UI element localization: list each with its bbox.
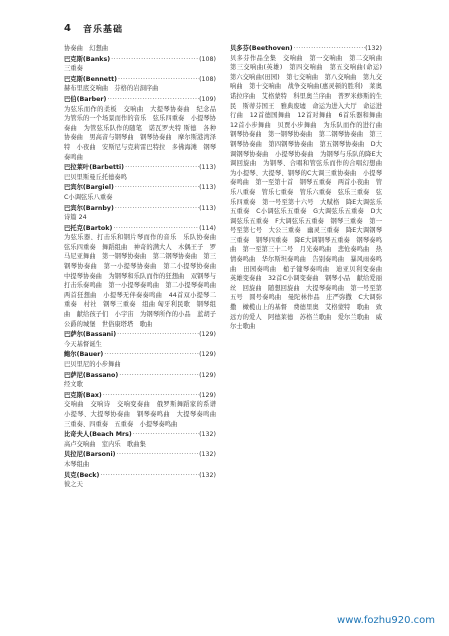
works-list: 巴贝里尼的小步舞曲 bbox=[64, 361, 121, 368]
index-entry bbox=[64, 330, 216, 349]
index-entry bbox=[64, 450, 216, 469]
index-entry bbox=[64, 204, 216, 223]
page-reference: (129) bbox=[199, 391, 216, 399]
composer-name: 贝多芬(Beethoven) bbox=[230, 45, 293, 52]
page-reference: (129) bbox=[199, 331, 216, 339]
works-list: 经文歌 bbox=[64, 381, 83, 389]
works-list: C小调弦乐八重奏 bbox=[64, 193, 113, 201]
leader-dots bbox=[116, 450, 200, 460]
works-list: 木琴组曲 bbox=[64, 460, 90, 468]
entry-heading bbox=[230, 44, 382, 54]
works-list: 诗篇 24 bbox=[64, 214, 87, 222]
leader-dots bbox=[118, 371, 199, 381]
entry-heading bbox=[64, 75, 216, 85]
entry-heading bbox=[64, 350, 216, 360]
index-entry bbox=[64, 183, 216, 202]
page-reference: (108) bbox=[199, 55, 216, 63]
composer-name: 贝拉尼(Barsoni) bbox=[64, 451, 116, 459]
page-reference: (114) bbox=[199, 224, 216, 232]
composer-name: 比奇夫人(Beach Mrs) bbox=[64, 431, 132, 439]
composer-name: 巴托克(Bartok) bbox=[64, 224, 113, 232]
index-entry bbox=[64, 95, 223, 162]
page-number: 4 bbox=[64, 22, 71, 34]
entry-heading bbox=[64, 224, 216, 234]
page-reference: (113) bbox=[199, 204, 216, 212]
page-reference: (132) bbox=[199, 431, 216, 439]
page-header bbox=[64, 21, 123, 35]
works-list: 高卢交响曲 室内乐 歌曲集 bbox=[64, 440, 146, 448]
composer-name: 巴克斯(Bennett) bbox=[64, 75, 117, 83]
entry-heading bbox=[64, 163, 216, 173]
index-entry bbox=[64, 350, 216, 369]
works-list: 彼之天 bbox=[64, 481, 83, 489]
leader-dots bbox=[112, 224, 199, 234]
works-list: 贝多芬作品全集 交响曲 第一交响曲 第二交响曲 第三交响曲(英雄) 第四交响曲 第五交响曲(命运) 第六交响曲(田园) 第七交响曲 第八交响曲 第九交响曲 第十交响曲 战争交响曲(惠灵顿的胜利) 莱奥诺拉序曲 艾格蒙特 科里奥兰序曲 普罗米修斯的生民 斯蒂芬国王 雅典废墟 命运为进入大厅 命运进行曲 12首德国舞曲 12首对舞曲 6首乐器和舞曲 12首小步舞曲 贝贾小步舞曲 为乐队而作的进行曲 钢琴协奏曲 第一钢琴协奏曲 第二钢琴协奏曲 第三钢琴协奏曲 第四钢琴协奏曲 第五钢琴协奏曲 D大调钢琴协奏曲 小提琴协奏曲 为钢琴与乐队的降E大调回旋曲 为钢琴、合唱和管弦乐而作的合唱幻想曲 为小提琴、大提琴、钢琴的C大调三重协奏曲 小提琴奏鸣曲 第一至第十首 钢琴五重奏 两首小夜曲 管乐八重奏 管乐七重奏 管乐六重奏 弦乐三重奏 弦乐四重奏 第一号至第十六号 大赋格 降E大调弦乐五重奏 C小调弦乐五重奏 G大调弦乐五重奏 D大调弦乐五重奏 F大调弦乐五重奏 钢琴三重奏 第一号至第七号 大公三重奏 幽灵三重奏 降E大调钢琴三重奏 钢琴四重奏 降E大调钢琴五重奏 钢琴奏鸣曲 第一至第三十二号 月光奏鸣曲 悲怆奏鸣曲 热情奏鸣曲 华尔斯坦奏鸣曲 告别奏鸣曲 暴风雨奏鸣曲 田园奏鸣曲 槌子键琴奏鸣曲 迪亚贝利变奏曲 英雄变奏曲 32首C小调变奏曲 钢琴小品 献给爱丽丝 回旋曲 随想回旋曲 大提琴奏鸣曲 第一号至第五号 圆号奏鸣曲 曼陀林作品 庄严弥撒 C大调弥撒 橄榄山上的基督 费德里奥 艾格蒙特 歌曲 致远方的爱人 阿德莱德 苏格兰歌曲 爱尔兰歌曲 威尔士歌曲 bbox=[230, 54, 389, 331]
works-list: 巴贝里斯曼丘托德奏鸣 bbox=[64, 173, 127, 181]
index-entry bbox=[64, 224, 223, 330]
leader-dots bbox=[102, 391, 199, 401]
leader-dots bbox=[99, 471, 199, 481]
leader-dots bbox=[116, 330, 199, 340]
leader-dots bbox=[124, 163, 199, 173]
entry-heading bbox=[64, 430, 216, 440]
works-list: 赫布里底交响曲 芬格的岩洞序曲 bbox=[64, 85, 159, 93]
index-entry bbox=[64, 163, 216, 182]
entry-heading bbox=[64, 183, 216, 193]
leader-dots bbox=[110, 55, 199, 65]
entry-heading bbox=[64, 391, 216, 401]
composer-name: 鲍尔(Bauer) bbox=[64, 351, 104, 359]
composer-name: 巴拉莱叶(Barbetti) bbox=[64, 164, 125, 172]
composer-name: 巴萨尔(Bassani) bbox=[64, 331, 117, 339]
composer-name: 巴伯(Barber) bbox=[64, 95, 107, 103]
page-reference: (108) bbox=[199, 75, 216, 83]
watermark: www.fozhu920.com bbox=[337, 615, 435, 626]
works-list: 协奏曲 幻想曲 bbox=[64, 45, 109, 52]
index-entry bbox=[64, 391, 223, 429]
entry-heading bbox=[64, 204, 216, 214]
page-reference: (113) bbox=[199, 164, 216, 172]
right-column bbox=[230, 44, 389, 333]
composer-name: 巴宾尔(Barnby) bbox=[64, 204, 114, 212]
leader-dots bbox=[106, 95, 199, 105]
composer-name: 巴克斯(Bax) bbox=[64, 391, 102, 399]
entry-heading bbox=[64, 471, 216, 481]
index-entry bbox=[64, 75, 216, 94]
page-reference: (129) bbox=[199, 351, 216, 359]
entry-heading bbox=[64, 450, 216, 460]
leader-dots bbox=[117, 75, 199, 85]
page-reference: (132) bbox=[199, 451, 216, 459]
entry-heading bbox=[64, 95, 216, 105]
works-list: 为弦乐器、打击乐和钢片琴而作的音乐 乐队协奏曲 弦乐四重奏 舞蹈组曲 神奇的满大人 木偶王子 罗马尼亚舞曲 第一钢琴协奏曲 第二钢琴协奏曲 第三钢琴协奏曲 第一小提琴协奏曲 第二小提琴协奏曲 中提琴协奏曲 为钢琴和乐队而作的狂想曲 双钢琴与打击乐奏鸣曲 第一小提琴奏鸣曲 第二小提琴奏鸣曲 两首狂想曲 小提琴无伴奏奏鸣曲 44首双小提琴二重奏 村社 钢琴三重奏 组曲 匈牙利民歌 钢琴组曲 献给孩子们 小宇宙 为钢琴所作的小品 蓝胡子公爵的城堡 世俗康塔塔 歌曲 bbox=[64, 234, 223, 328]
index-entry bbox=[64, 371, 216, 390]
leader-dots bbox=[132, 430, 199, 440]
index-entry bbox=[230, 44, 389, 332]
leader-dots bbox=[293, 44, 365, 54]
entry-heading bbox=[64, 330, 216, 340]
works-list: 交响曲 交响诗 交响变奏曲 俄罗斯舞蹈家的系谱 小提琴、大提琴协奏曲 钢琴奏鸣曲 大提琴奏鸣曲 三重奏、四重奏 五重奏 小提琴奏鸣曲 bbox=[64, 401, 223, 428]
composer-name: 巴宾尔(Bargiel) bbox=[64, 184, 114, 192]
book-title: 音乐基础 bbox=[82, 24, 123, 35]
works-list: 为弦乐而作的柔板 交响曲 大提琴协奏曲 纪念品 为管乐的一个场景而作的音乐 弦乐四重奏 小提琴协奏曲 为管弦乐队作的随笔 诺瓦罗夫特 斯德 各种协奏曲 男高音与钢琴曲 钢琴协奏曲 摩尔斯港湾泽特 小夜曲 安斯尼与克莉雷巴特拉 多佛海滩 钢琴奏鸣曲 bbox=[64, 105, 223, 161]
page-reference: (113) bbox=[199, 184, 216, 192]
works-list: 三重奏 bbox=[64, 65, 83, 73]
index-entry bbox=[64, 55, 216, 74]
leader-dots bbox=[114, 183, 199, 193]
page-reference: (132) bbox=[199, 471, 216, 479]
left-column bbox=[64, 44, 223, 491]
works-list: 今天基督诞生 bbox=[64, 340, 102, 348]
composer-name: 巴萨尼(Bassano) bbox=[64, 371, 119, 379]
entry-heading bbox=[64, 55, 216, 65]
composer-name: 贝克(Beck) bbox=[64, 471, 100, 479]
index-entry bbox=[64, 471, 216, 490]
page-reference: (132) bbox=[365, 45, 382, 52]
leader-dots bbox=[114, 204, 199, 214]
entry-heading bbox=[64, 371, 216, 381]
leader-dots bbox=[103, 350, 199, 360]
index-entry bbox=[64, 44, 216, 54]
page-reference: (129) bbox=[199, 371, 216, 379]
page-reference: (109) bbox=[199, 95, 216, 103]
composer-name: 巴克斯(Banks) bbox=[64, 55, 111, 63]
index-entry bbox=[64, 430, 216, 449]
